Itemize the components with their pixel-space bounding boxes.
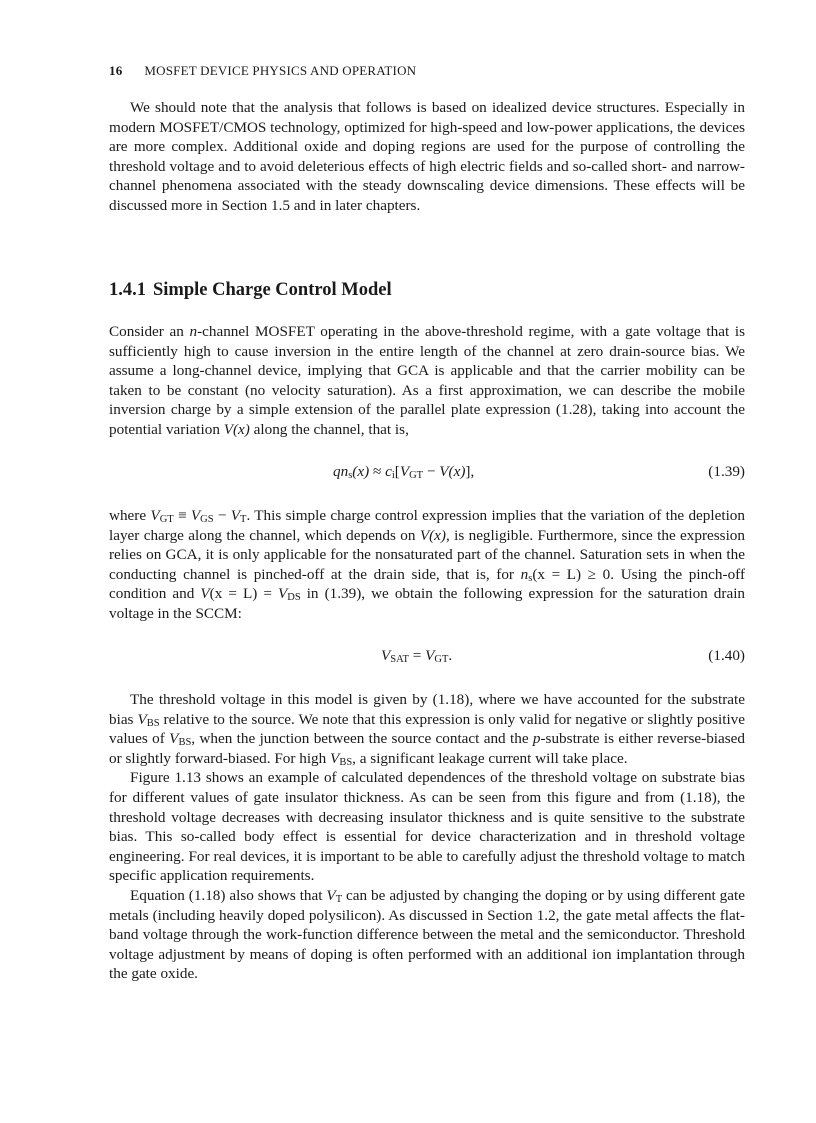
math-v: V — [190, 507, 201, 524]
text-run: relative to the source. We note that this expression is only valid for negative or slightly positive values of — [109, 710, 745, 748]
text-run: (x = L) ≥ 0. Using the pinch-off condition and — [109, 565, 746, 603]
page-number: 16 — [109, 63, 123, 78]
text-run: (x = L) = — [209, 585, 278, 603]
math-p: p — [532, 730, 541, 748]
text-run: in (1.39), we obtain the following expression for the saturation drain voltage in the SCCM: — [109, 585, 746, 622]
math-v: V — [230, 507, 241, 524]
paragraph-figure-1-13: Figure 1.13 shows an example of calculated dependences of the threshold voltage on substrate bias for different values of gate insulator thickness. As can be seen from this figure and from (1.18), the threshold voltage decreases with decreasing insulator thickness and is quite sensitive to the substrate bias. This so-called body effect is essential for device characterization and in threshold voltage engineering. For real devices, it is important to be able to carefully adjust the threshold voltage to match specific application requirements. — [109, 769, 745, 885]
math-sub: GT — [159, 514, 174, 525]
math-sub: SAT — [390, 654, 409, 665]
math-sub: i — [391, 470, 395, 481]
math-sub: GS — [200, 514, 214, 525]
math-n: n — [189, 323, 198, 340]
text-run: -substrate is either reverse-biased or slightly forward-biased. For high — [109, 730, 745, 767]
math-approx: ≈ — [369, 463, 386, 480]
math-vx: V(x) — [419, 526, 446, 544]
text-run: along the channel, that is, — [249, 420, 409, 438]
math-q: q — [333, 463, 341, 480]
text-run: − — [213, 507, 231, 524]
paragraph-simple-charge-control — [109, 322, 745, 440]
text-run: , when the junction between the source contact and the — [191, 730, 533, 748]
math-c: c — [385, 463, 392, 480]
running-head — [109, 63, 416, 79]
equation-number: (1.39) — [708, 463, 745, 480]
math-v: V — [326, 886, 336, 904]
math-v: V — [200, 585, 210, 603]
math-sub: s — [348, 470, 353, 481]
math-sub: T — [240, 514, 247, 525]
math-equals: = — [408, 647, 426, 664]
math-sub: s — [528, 572, 533, 584]
math-v: V — [277, 585, 288, 603]
text-run: . This simple charge control expression implies that the variation of the depletion layer charge along the channel, which depends on — [109, 507, 745, 544]
math-sub: BS — [178, 737, 192, 749]
math-v: V — [399, 463, 410, 480]
paragraph-threshold-voltage — [109, 690, 745, 768]
math-v: V — [330, 749, 340, 767]
math-sub: GT — [434, 654, 449, 665]
math-n: n — [520, 565, 529, 583]
math-sub: T — [335, 893, 343, 905]
intro-paragraph: We should note that the analysis that follows is based on idealized device structures. Especially in modern MOSFET/CMOS technology, optimized for high-speed and low-power applications, the devices are more complex. Additional oxide and doping regions are used for the purpose of controlling the threshold voltage and to avoid deleterious effects of high electric fields and so-called short- and narrow-channel phenomena associated with the steady downscaling device dimensions. These effects will be discussed more in Section 1.5 and in later chapters. — [109, 99, 745, 214]
text-run: The threshold voltage in this model is given by (1.18), where we have accounted for the substrate bias — [109, 691, 745, 728]
math-sub: GT — [409, 470, 424, 481]
chapter-title: MOSFET DEVICE PHYSICS AND OPERATION — [144, 63, 417, 78]
equation-number: (1.40) — [708, 647, 745, 664]
equation-expression — [381, 646, 452, 666]
section-heading — [109, 280, 392, 301]
equation-1-39 — [109, 462, 745, 482]
paragraph-equation-1-18 — [109, 886, 745, 984]
text-run: , is negligible. Furthermore, since the expression relies on GCA, it is only applicable for the nonsaturated part of the channel. Saturation sets in when the conducting channel is pinched-off at the drain side, that is, for — [109, 526, 745, 583]
math-vx: V(x) — [223, 420, 250, 438]
math-bracket: [ — [394, 463, 400, 480]
math-arg: (x) — [352, 463, 370, 480]
text-run: can be adjusted by changing the doping or by using different gate metals (including heavily doped polysilicon). As discussed in Section 1.2, the gate metal affects the flat-band voltage through the work-function difference between the metal and the semiconductor. Threshold voltage adjustment by means of doping is often performed with an additional ion implantation through the gate oxide. — [109, 886, 745, 983]
text-run: Consider an — [109, 323, 190, 340]
text-run: Equation (1.18) also shows that — [130, 886, 327, 904]
math-v: V — [381, 647, 391, 664]
math-sub: BS — [339, 756, 353, 768]
section-number: 1.4.1 — [109, 280, 146, 300]
equation-1-40 — [109, 646, 745, 666]
math-v: V — [169, 730, 179, 748]
math-v: V — [425, 647, 435, 664]
text-run: where — [109, 507, 151, 524]
text-run: ≡ — [173, 507, 191, 524]
math-n: n — [340, 463, 349, 480]
paragraph-saturation — [109, 506, 745, 624]
section-title: Simple Charge Control Model — [153, 280, 392, 300]
math-v: V — [150, 507, 160, 524]
equation-expression — [333, 462, 474, 482]
text-run: -channel MOSFET operating in the above-threshold regime, with a gate voltage that is sufficiently high to cause inversion in the entire length of the channel at zero drain-source bias. We assume a long-channel device, implying that GCA is applicable and that the carrier mobility can be taken to be constant (no velocity saturation). As a first approximation, we can describe the mobile inversion charge by a simple extension of the parallel plate expression (1.28), taking into account the potential variation — [109, 323, 745, 438]
math-sub: BS — [146, 717, 160, 729]
math-minus: − — [423, 463, 440, 480]
math-vx: V(x) — [439, 463, 466, 480]
body-paragraphs — [109, 690, 745, 984]
math-bracket: ], — [465, 463, 475, 480]
math-period: . — [448, 647, 453, 664]
math-sub: DS — [287, 592, 301, 604]
text-run: , a significant leakage current will take place. — [352, 749, 628, 767]
math-v: V — [137, 710, 147, 728]
